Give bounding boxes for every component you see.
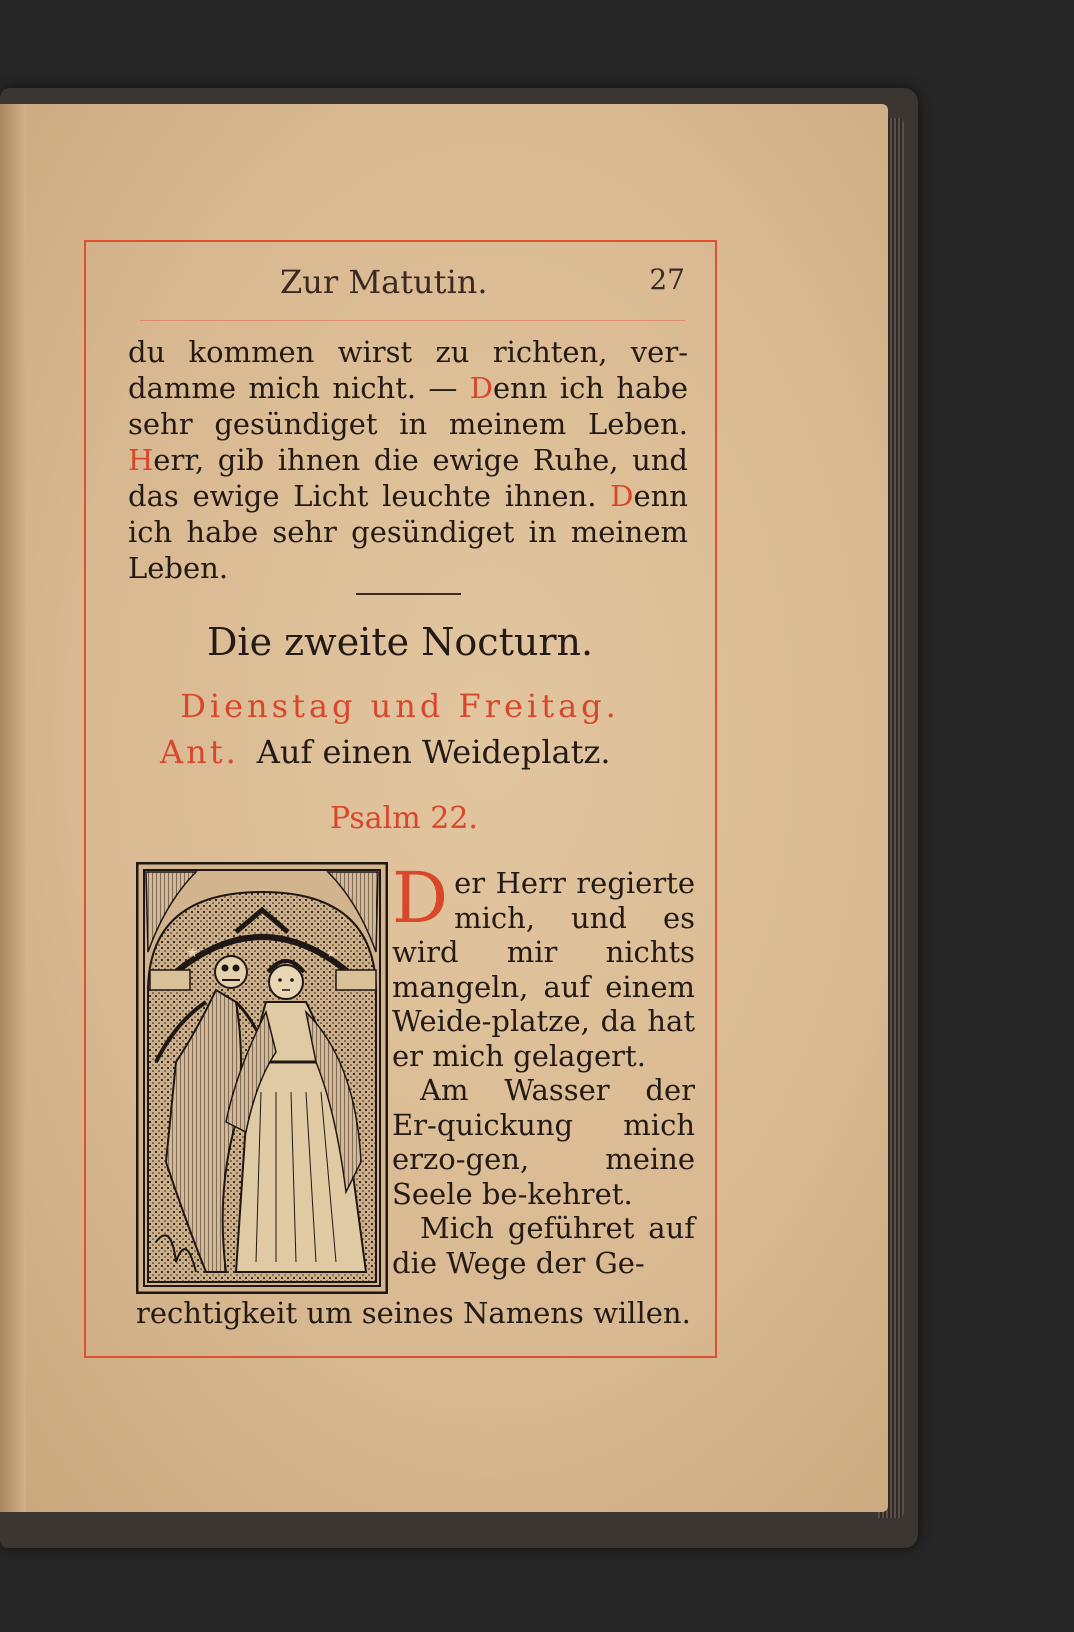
antiphon-text: Auf einen Weideplatz.	[256, 733, 611, 771]
antiphon	[160, 733, 611, 771]
intro-text-4: enn ich habe sehr gesündiget in meinem Leben.	[128, 479, 688, 585]
section-title: Die zweite Nocturn.	[206, 620, 594, 664]
psalm-text	[392, 857, 695, 1280]
rubric-cap-1: D	[469, 371, 493, 405]
antiphon-label: Ant.	[160, 733, 239, 771]
running-title: Zur Matutin.	[280, 263, 488, 301]
rubric-cap-2: H	[128, 443, 154, 477]
header-rule	[140, 320, 685, 321]
page-gutter	[0, 104, 26, 1512]
intro-text	[128, 334, 688, 586]
page-number: 27	[649, 263, 685, 296]
psalm-heading: Psalm 22.	[330, 801, 478, 836]
psalm-verse-1: er Herr regierte mich, und es wird mir nichts mangeln, auf einem Weide-platze, da hat er mich gelagert.	[392, 866, 695, 1073]
rubric-cap-3: D	[610, 479, 634, 513]
days-rubric: Dienstag und Freitag.	[180, 687, 620, 725]
woodcut-illustration	[136, 862, 388, 1294]
section-divider	[356, 593, 461, 595]
intro-text-3: err, gib ihnen die ewige Ruhe, und das ewige Licht leuchte ihnen.	[128, 443, 688, 513]
svg-text:★: ★	[186, 945, 199, 961]
intro-text-1: du kommen wirst zu richten, ver-damme mich nicht. —	[128, 335, 688, 405]
svg-text:★: ★	[326, 946, 337, 960]
psalm-verse-2: Am Wasser der Er-quickung mich erzo-gen, meine Seele be-kehret.	[392, 1073, 695, 1211]
running-head	[140, 255, 685, 305]
psalm-last-line: rechtigkeit um seines Namens willen.	[136, 1296, 691, 1330]
psalm-verse-3: Mich geführet auf die Wege der Ge-	[392, 1211, 695, 1280]
psalm-dropcap: D	[392, 857, 449, 939]
intro-text-2: enn ich habe sehr gesündiget in meinem Leben.	[128, 371, 688, 441]
